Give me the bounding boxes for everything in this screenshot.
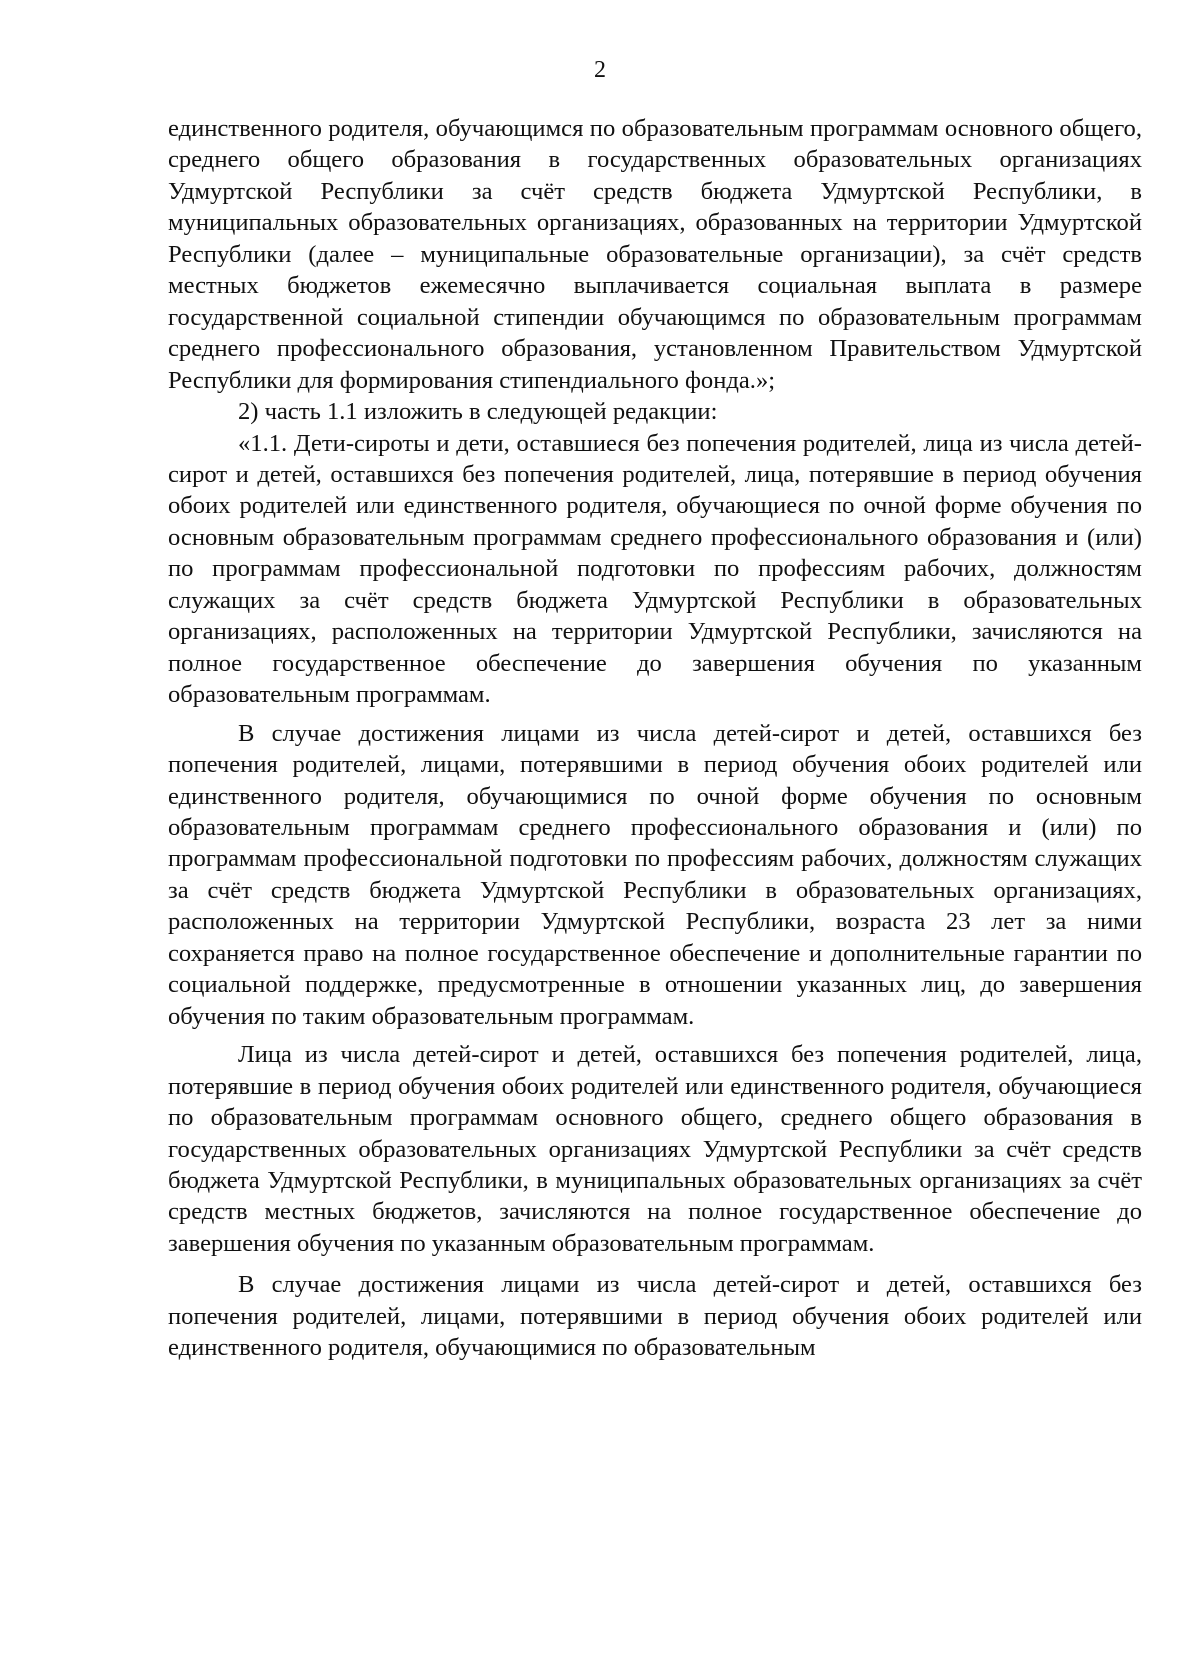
paragraph-amendment-item: 2) часть 1.1 изложить в следующей редакции: bbox=[238, 398, 718, 426]
paragraph-age-23-provision: В случае достижения лицами из числа детей-сирот и детей, оставшихся без попечения родителей, лицами, потерявшими в период обучения обоих родителей или единственного родителя, обучающимися по очной форме обучения по основным образовательным программам среднего профессионального образования и (или) по программам профессиональной подготовки по профессиям рабочих, должностям служащих за счёт средств бюджета Удмуртской Республики в образовательных организациях, расположенных на территории Удмуртской Республики, возраста 23 лет за ними сохраняется право на полное государственное обеспечение и дополнительные гарантии по социальной поддержке, предусмотренные в отношении указанных лиц, до завершения обучения по таким образовательным программам. bbox=[168, 719, 1142, 1030]
document-body bbox=[168, 113, 1142, 1364]
paragraph-general-education-provision: Лица из числа детей-сирот и детей, оставшихся без попечения родителей, лица, потерявшие в период обучения обоих родителей или единственного родителя, обучающиеся по образовательным программам основного общего, среднего общего образования в государственных образовательных организациях Удмуртской Республики за счёт средств бюджета Удмуртской Республики, в муниципальных образовательных организациях за счёт средств местных бюджетов, зачисляются на полное государственное обеспечение до завершения обучения по указанным образовательным программам. bbox=[168, 1041, 1142, 1257]
page-number: 2 bbox=[594, 57, 606, 83]
paragraph-continued-provision: В случае достижения лицами из числа детей-сирот и детей, оставшихся без попечения родителей, лицами, потерявшими в период обучения обоих родителей или единственного родителя, обучающимися по образовательным bbox=[168, 1271, 1142, 1362]
paragraph-continuation: единственного родителя, обучающимся по образовательным программам основного общего, среднего общего образования в государственных образовательных организациях Удмуртской Республики за счёт средств бюджета Удмуртской Республики, в муниципальных образовательных организациях, образованных на территории Удмуртской Республики (далее – муниципальные образовательные организации), за счёт средств местных бюджетов ежемесячно выплачивается социальная выплата в размере государственной социальной стипендии обучающимся по образовательным программам среднего профессионального образования, установленном Правительством Удмуртской Республики для формирования стипендиального фонда.»; bbox=[168, 115, 1142, 394]
paragraph-part-1-1: «1.1. Дети-сироты и дети, оставшиеся без попечения родителей, лица из числа детей-сирот и детей, оставшихся без попечения родителей, лица, потерявшие в период обучения обоих родителей или единственного родителя, обучающиеся по очной форме обучения по основным образовательным программам среднего профессионального образования и (или) по программам профессиональной подготовки по профессиям рабочих, должностям служащих за счёт средств бюджета Удмуртской Республики в образовательных организациях, расположенных на территории Удмуртской Республики, зачисляются на полное государственное обеспечение до завершения обучения по указанным образовательным программам. bbox=[168, 429, 1142, 709]
